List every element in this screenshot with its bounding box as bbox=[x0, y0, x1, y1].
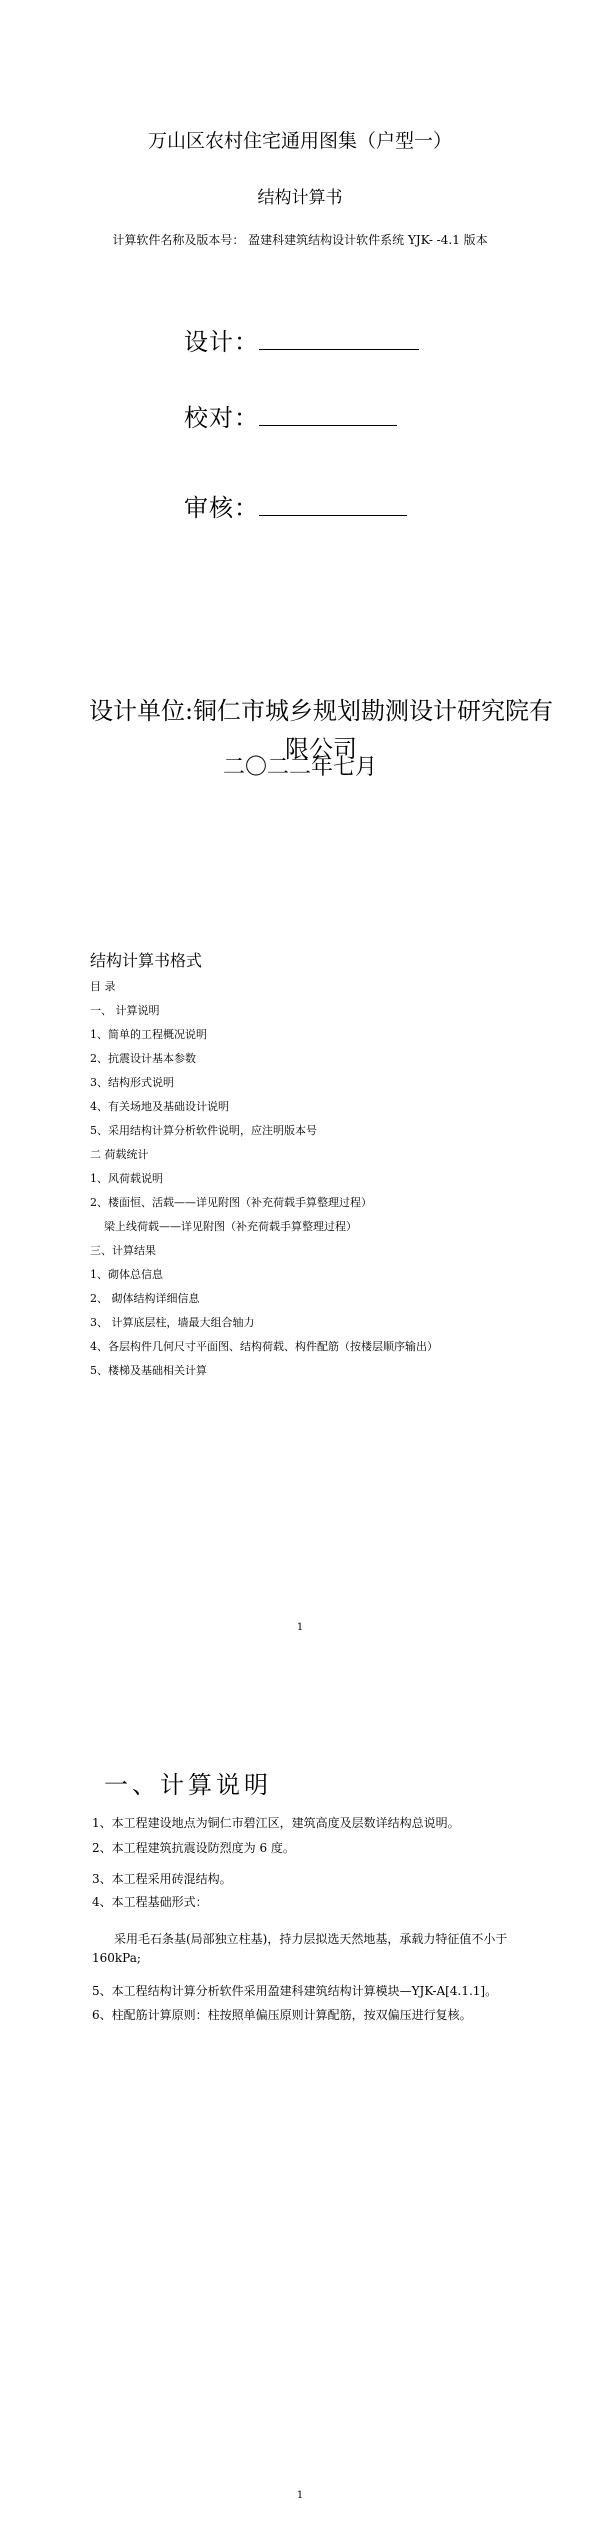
toc-item: 梁上线荷载——详见附图（补充荷载手算整理过程） bbox=[104, 1220, 357, 1233]
check-signature-line bbox=[259, 425, 397, 426]
review-label: 审核： bbox=[184, 494, 259, 522]
design-unit: 设计单位:铜仁市城乡规划勘测设计研究院有限公司 bbox=[88, 697, 554, 763]
check-label: 校对： bbox=[184, 404, 259, 432]
review-signature-line bbox=[259, 515, 407, 516]
toc-item: 1、风荷载说明 bbox=[90, 1172, 163, 1185]
toc-item: 一、 计算说明 bbox=[90, 1004, 160, 1017]
design-signature-row bbox=[184, 322, 419, 357]
toc-heading: 目 录 bbox=[90, 980, 116, 993]
toc-title: 结构计算书格式 bbox=[90, 951, 203, 970]
section-heading: 一、计算说明 bbox=[104, 1771, 272, 1799]
toc-item: 1、砌体总信息 bbox=[90, 1268, 163, 1281]
check-signature-row bbox=[184, 398, 397, 433]
design-signature-line bbox=[259, 349, 419, 350]
toc-item: 4、各层构件几何尺寸平面图、结构荷载、构件配筋（按楼层顺序输出） bbox=[90, 1340, 438, 1353]
software-version: 计算软件名称及版本号： 盈建科建筑结构设计软件系统 YJK- -4.1 版本 bbox=[112, 233, 488, 247]
toc-item: 2、 砌体结构详细信息 bbox=[90, 1292, 200, 1305]
toc-item: 5、采用结构计算分析软件说明，应注明版本号 bbox=[90, 1124, 317, 1137]
page-number: 1 bbox=[296, 1622, 304, 1633]
body-paragraph: 160kPa; bbox=[92, 1951, 141, 1965]
body-paragraph: 1、本工程建设地点为铜仁市碧江区，建筑高度及层数详结构总说明。 bbox=[92, 1816, 460, 1830]
toc-item: 2、楼面恒、活载——详见附图（补充荷载手算整理过程） bbox=[90, 1196, 372, 1209]
cover-title: 万山区农村住宅通用图集（户型一） bbox=[147, 130, 452, 152]
toc-item: 2、抗震设计基本参数 bbox=[90, 1052, 196, 1065]
body-paragraph: 4、本工程基础形式： bbox=[92, 1895, 208, 1909]
body-paragraph: 5、本工程结构计算分析软件采用盈建科建筑结构计算模块—YJK-A[4.1.1]。 bbox=[92, 1984, 498, 1998]
page-number: 1 bbox=[296, 2490, 304, 2501]
body-paragraph: 采用毛石条基(局部独立柱基)，持力层拟选天然地基，承载力特征值不小于 bbox=[114, 1932, 508, 1946]
body-paragraph: 2、本工程建筑抗震设防烈度为 6 度。 bbox=[92, 1841, 295, 1855]
toc-item: 3、 计算底层柱，墙最大组合轴力 bbox=[90, 1316, 255, 1329]
toc-item: 二 荷载统计 bbox=[90, 1148, 149, 1161]
cover-date: 二〇二二年七月 bbox=[222, 755, 377, 780]
toc-item: 4、有关场地及基础设计说明 bbox=[90, 1100, 229, 1113]
toc-item: 3、结构形式说明 bbox=[90, 1076, 174, 1089]
toc-item: 三、计算结果 bbox=[90, 1244, 156, 1257]
review-signature-row bbox=[184, 488, 407, 523]
toc-item: 5、楼梯及基础相关计算 bbox=[90, 1364, 207, 1377]
body-paragraph: 6、柱配筋计算原则：柱按照单偏压原则计算配筋，按双偏压进行复核。 bbox=[92, 2008, 472, 2022]
body-paragraph: 3、本工程采用砖混结构。 bbox=[92, 1872, 232, 1886]
design-label: 设计： bbox=[184, 328, 259, 356]
toc-item: 1、简单的工程概况说明 bbox=[90, 1028, 207, 1041]
cover-subtitle: 结构计算书 bbox=[257, 188, 343, 208]
